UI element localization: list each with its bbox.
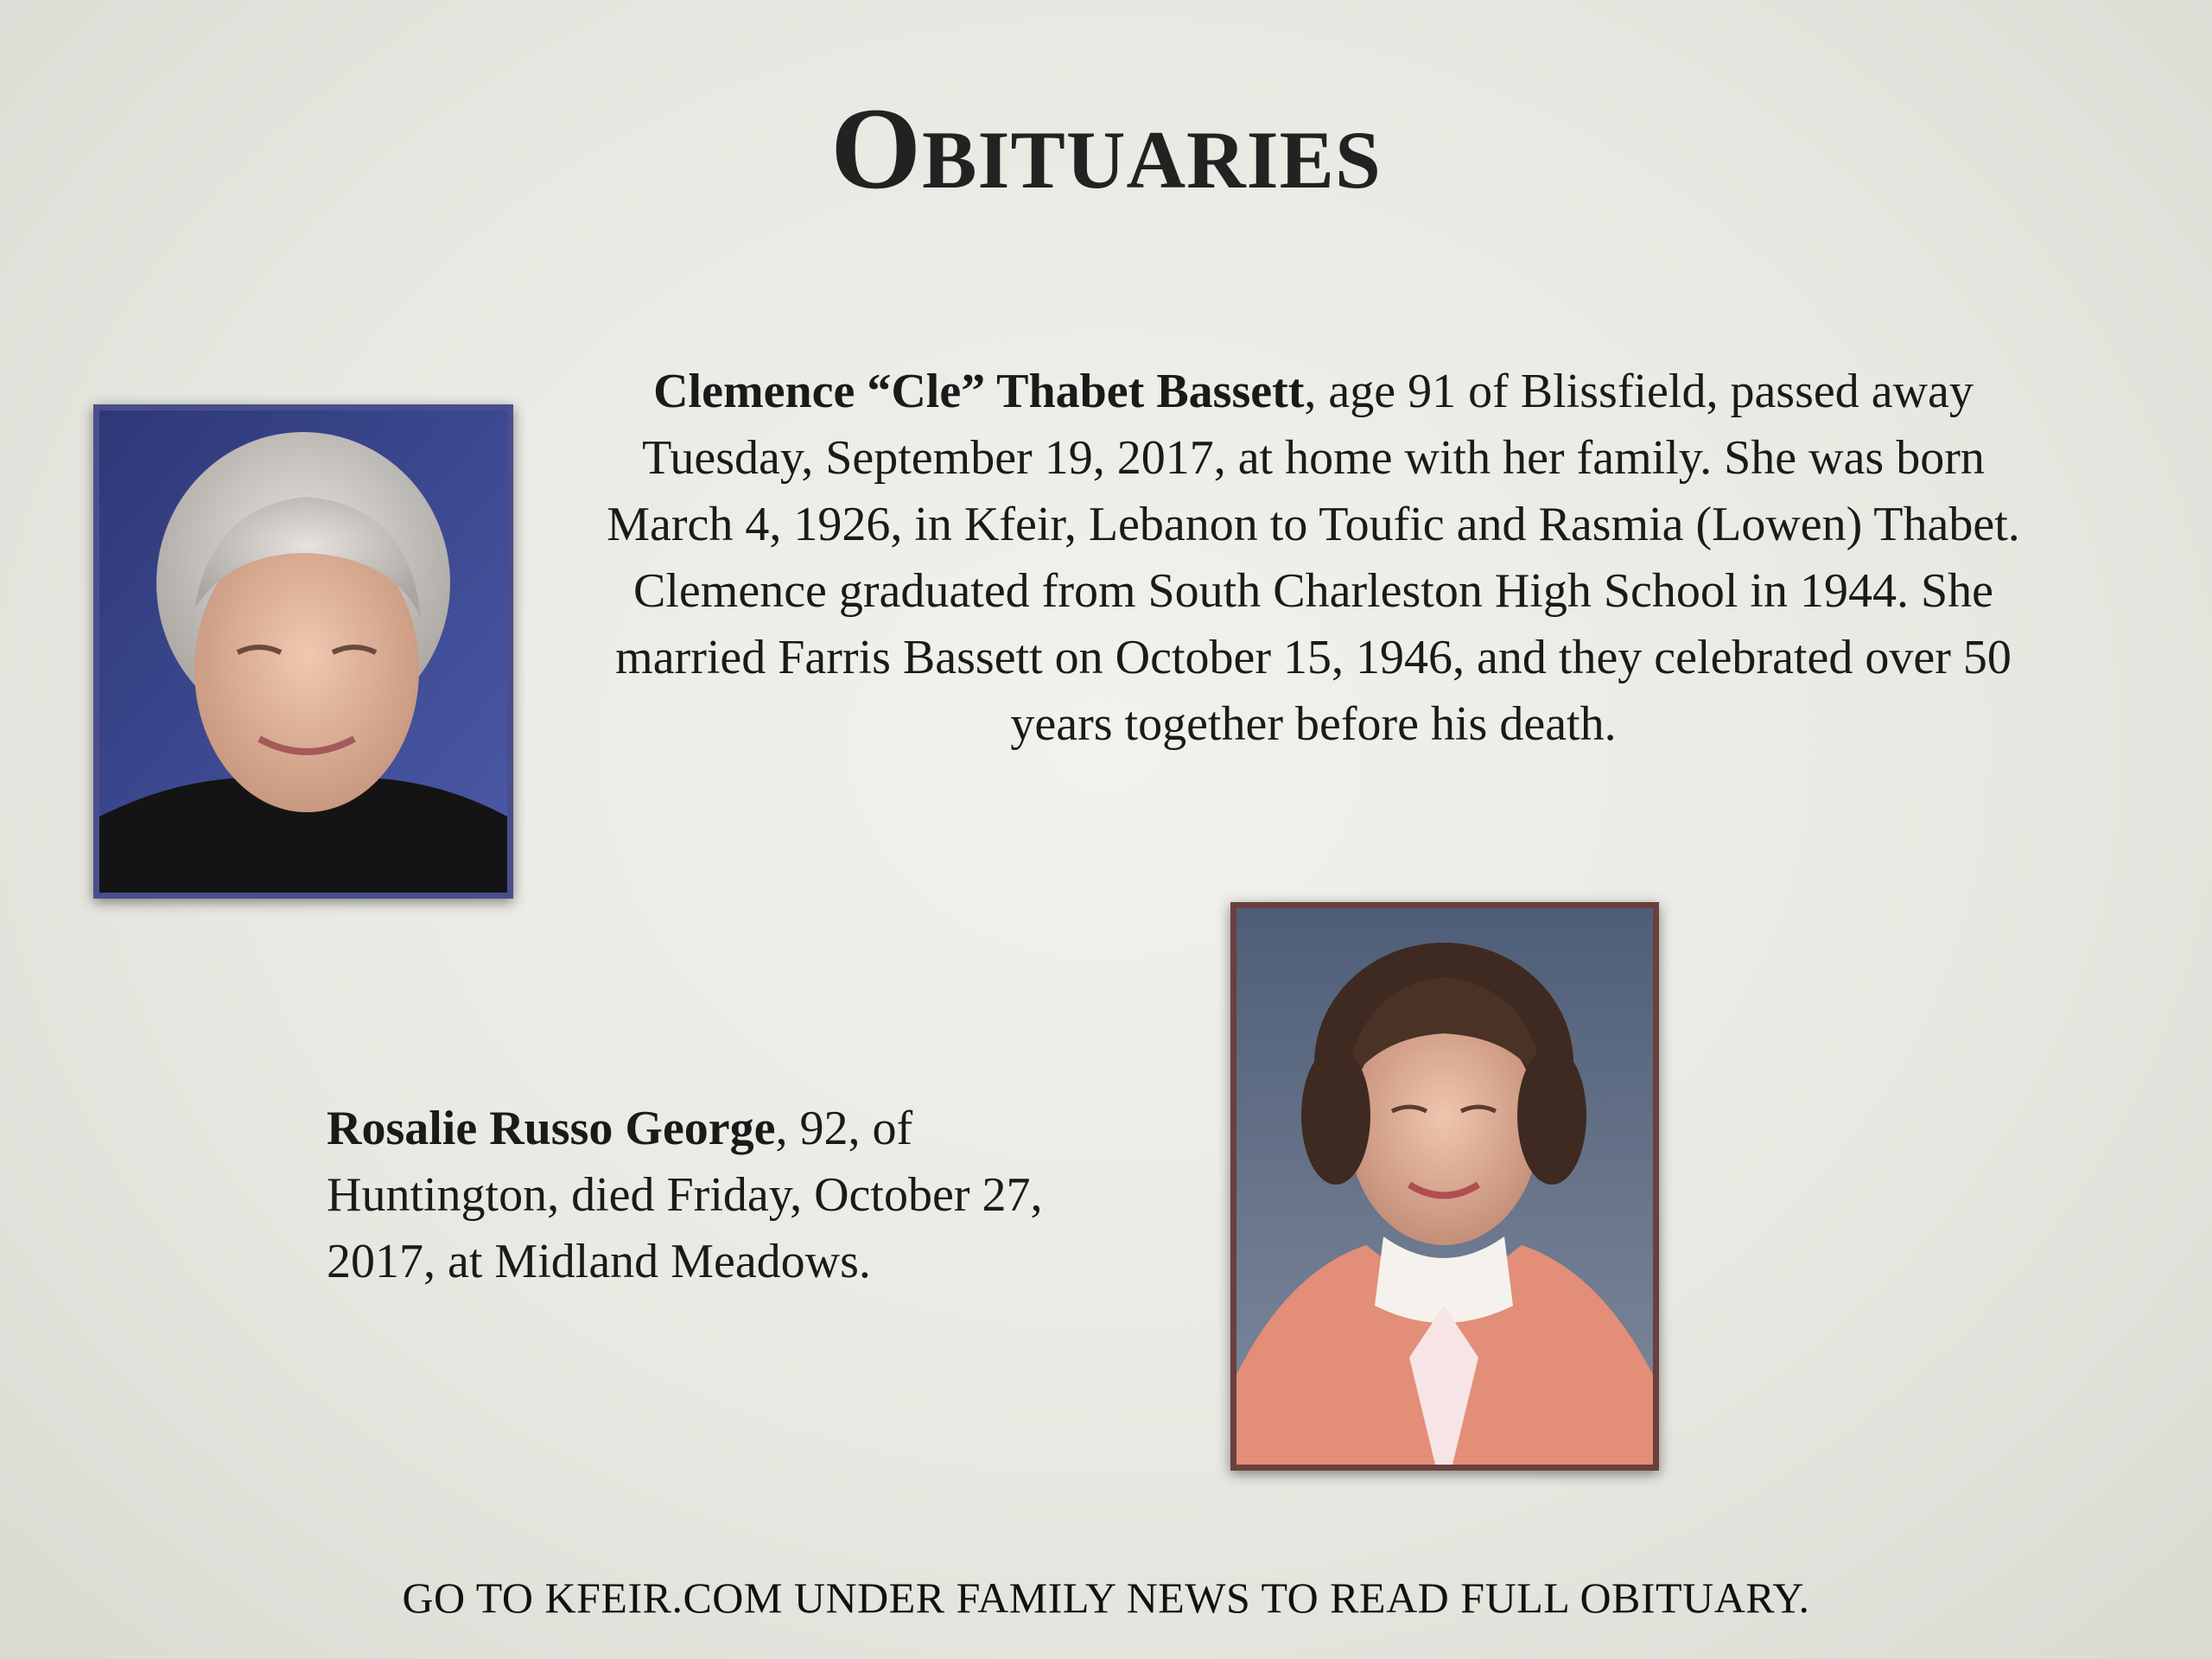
footer-note: GO TO KFEIR.COM UNDER FAMILY NEWS TO READ FULL OBITUARY. [402,1573,1810,1622]
page-title: Obituaries [830,85,1382,213]
portrait-image [99,410,507,893]
portrait-photo-clemence [93,404,513,899]
portrait-photo-rosalie [1230,902,1659,1471]
obituary-text: , age 91 of Blissfield, passed away Tuesday, September 19, 2017, at home with her family. She was born March 4, 1926, in Kfeir, Lebanon to Toufic and Rasmia (Lowen) Thabet. Clemence graduated from South Charleston High School in 1944. She married Farris Bassett on October 15, 1946, and they celebrated over 50 years together before his death. [607,365,2020,751]
obituary-clemence [605,359,2022,758]
portrait-image [1236,908,1653,1465]
obituary-name: Rosalie Russo George [327,1102,776,1155]
obituary-name: Clemence “Cle” Thabet Bassett [653,365,1305,418]
obituary-rosalie [327,1096,1130,1295]
obituary-text: , 92, of Huntington, died Friday, October 27, 2017, at Midland Meadows. [327,1102,1043,1288]
